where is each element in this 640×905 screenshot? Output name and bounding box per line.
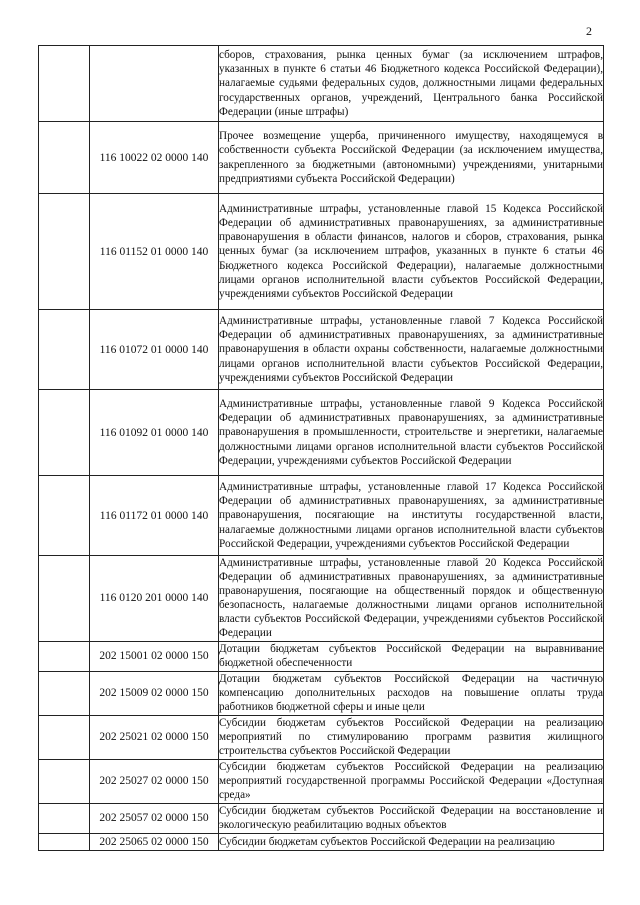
budget-code: 202 25065 02 0000 150 <box>90 833 219 850</box>
budget-code: 116 01092 01 0000 140 <box>90 390 219 476</box>
table-row <box>39 310 604 390</box>
table-row <box>39 759 604 803</box>
income-description: Субсидии бюджетам субъектов Российской Федерации на реализацию <box>219 833 604 850</box>
row-empty-cell <box>39 641 90 671</box>
income-description: Административные штрафы, установленные главой 9 Кодекса Российской Федерации об административных правонарушениях, за административные правонарушения в промышленности, строительстве и энергетики, налагаемые должностными лицами органов исполнительной власти субъектов Российской Федерации, учреждениями субъектов Российской Федерации <box>219 390 604 476</box>
table-row <box>39 715 604 759</box>
row-empty-cell <box>39 803 90 833</box>
table-row <box>39 476 604 556</box>
budget-code <box>90 46 219 122</box>
income-description: Административные штрафы, установленные главой 7 Кодекса Российской Федерации об административных правонарушениях, за административные правонарушения в области охраны собственности, налагаемые должностными лицами органов исполнительной власти субъектов Российской Федерации, учреждениями субъектов Российской Федерации <box>219 310 604 390</box>
table-row <box>39 390 604 476</box>
table-row <box>39 556 604 642</box>
budget-code: 202 25057 02 0000 150 <box>90 803 219 833</box>
budget-code: 116 0120 201 0000 140 <box>90 556 219 642</box>
budget-code: 202 15001 02 0000 150 <box>90 641 219 671</box>
income-description: Дотации бюджетам субъектов Российской Федерации на частичную компенсацию дополнительных расходов на повышение оплаты труда работников бюджетной сферы и иные цели <box>219 672 603 714</box>
budget-code: 116 01072 01 0000 140 <box>90 310 219 390</box>
row-empty-cell <box>39 833 90 850</box>
budget-code: 116 01172 01 0000 140 <box>90 476 219 556</box>
income-description: сборов, страхования, рынка ценных бумаг (за исключением штрафов, указанных в пункте 6 статьи 46 Бюджетного кодекса Российской Федерации), налагаемые судьями федеральных судов, должностными лицами федеральных государственных органов, учреждений, Центрального банка Российской Федерации (иные штрафы) <box>219 46 604 122</box>
row-empty-cell <box>39 556 90 642</box>
income-description: Административные штрафы, установленные главой 20 Кодекса Российской Федерации об административных правонарушениях, за административные правонарушения, посягающие на общественный порядок и общественную безопасность, налагаемые должностными лицами органов исполнительной власти субъектов Российской Федерации, учреждениями субъектов Российской Федерации <box>219 557 603 640</box>
income-description: Субсидии бюджетам субъектов Российской Федерации на реализацию мероприятий государственной программы Российской Федерации «Доступная среда» <box>219 760 603 802</box>
table-row <box>39 641 604 671</box>
row-empty-cell <box>39 310 90 390</box>
table-row <box>39 46 604 122</box>
table-row <box>39 671 604 715</box>
income-description: Субсидии бюджетам субъектов Российской Федерации на реализацию мероприятий по стимулированию программ развития жилищного строительства субъектов Российской Федерации <box>219 716 603 758</box>
income-description: Прочее возмещение ущерба, причиненного имуществу, находящемуся в собственности субъекта Российской Федерации (за исключением имущества, закрепленного за бюджетными (автономными) учреждениями, унитарными предприятиями субъекта Российской Федерации) <box>219 122 604 194</box>
table-row <box>39 194 604 310</box>
budget-code: 202 15009 02 0000 150 <box>90 671 219 715</box>
table-row <box>39 833 604 850</box>
table-row <box>39 122 604 194</box>
budget-codes-table <box>38 45 604 851</box>
row-empty-cell <box>39 671 90 715</box>
row-empty-cell <box>39 390 90 476</box>
row-empty-cell <box>39 46 90 122</box>
income-description: Субсидии бюджетам субъектов Российской Федерации на восстановление и экологическую реабилитацию водных объектов <box>219 804 603 832</box>
income-description: Административные штрафы, установленные главой 17 Кодекса Российской Федерации об административных правонарушениях, за административные правонарушения, посягающие на институты государственной власти, налагаемые должностными лицами органов исполнительной власти субъектов Российской Федерации, учреждениями субъектов Российской Федерации <box>219 476 604 556</box>
row-empty-cell <box>39 476 90 556</box>
row-empty-cell <box>39 759 90 803</box>
budget-code: 116 01152 01 0000 140 <box>90 194 219 310</box>
table-row <box>39 803 604 833</box>
page-number: 2 <box>586 24 592 38</box>
row-empty-cell <box>39 122 90 194</box>
budget-code: 202 25021 02 0000 150 <box>90 715 219 759</box>
income-description: Административные штрафы, установленные главой 15 Кодекса Российской Федерации об административных правонарушениях, за административные правонарушения в области финансов, налогов и сборов, страхования, рынка ценных бумаг (за исключением штрафов, указанных в пункте 6 статьи 46 Бюджетного кодекса Российской Федерации), налагаемые должностными лицами органов исполнительной власти субъектов Российской Федерации, учреждениями субъектов Российской Федерации <box>219 194 604 310</box>
budget-code: 116 10022 02 0000 140 <box>90 122 219 194</box>
row-empty-cell <box>39 715 90 759</box>
row-empty-cell <box>39 194 90 310</box>
budget-code: 202 25027 02 0000 150 <box>90 759 219 803</box>
income-description: Дотации бюджетам субъектов Российской Федерации на выравнивание бюджетной обеспеченности <box>219 642 603 670</box>
